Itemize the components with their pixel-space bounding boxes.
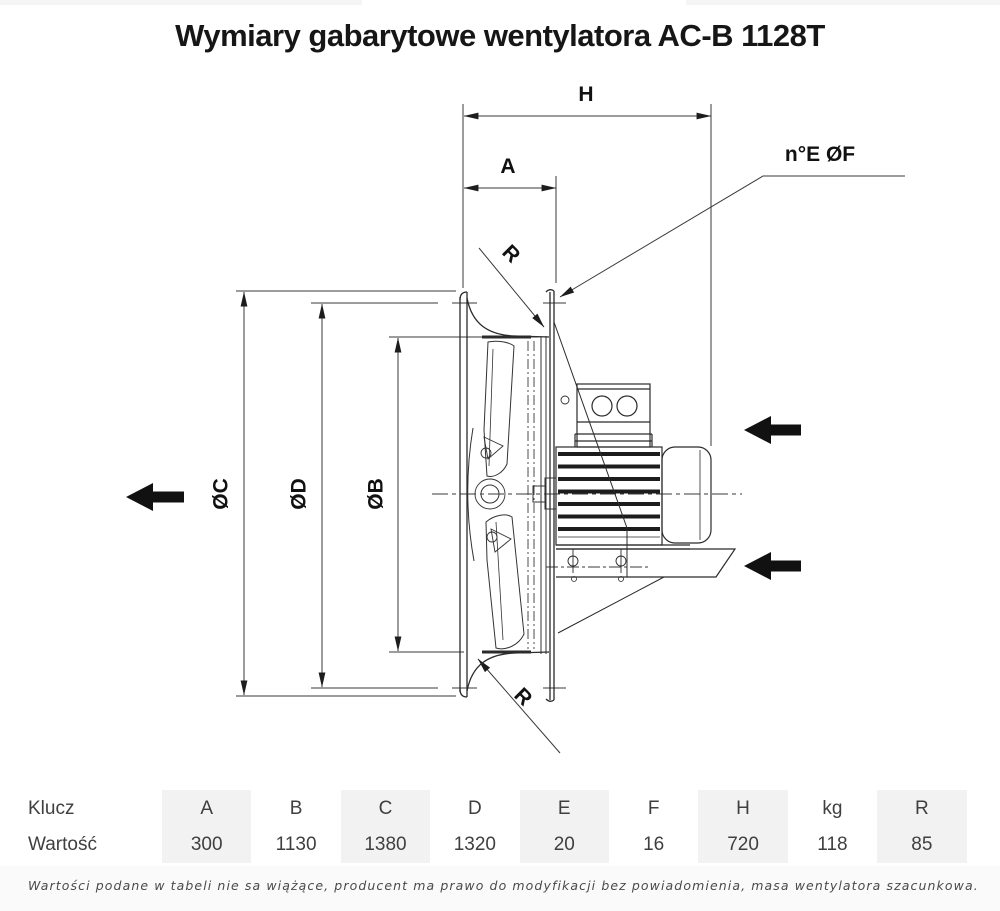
dimensions-table: [0, 790, 1000, 863]
table-col-e: [520, 790, 609, 863]
col-value: 1380: [364, 834, 407, 855]
page-title: Wymiary gabarytowe wentylatora AC-B 1128T: [175, 18, 825, 53]
col-value: 20: [553, 834, 575, 855]
table-col-f: [609, 790, 698, 863]
dim-label-holes: n°E ØF: [784, 143, 856, 166]
col-value: 118: [817, 834, 848, 855]
col-value: 16: [643, 834, 665, 855]
dim-label-dia-d: ØD: [287, 478, 311, 510]
col-value: 300: [190, 834, 223, 855]
col-key: E: [557, 798, 571, 819]
table-col-d: [430, 790, 519, 863]
col-key: F: [647, 798, 660, 819]
airflow-arrow-right-top: [744, 416, 801, 444]
table-value-row-label: Wartość: [28, 834, 97, 855]
col-key: C: [378, 798, 393, 819]
col-key: kg: [822, 798, 843, 819]
dim-label-r-top: R: [497, 240, 525, 268]
table-row-labels: [0, 790, 162, 863]
table-col-c: [341, 790, 430, 863]
col-key: A: [200, 798, 214, 819]
fan-impeller: [468, 336, 556, 654]
disclaimer-note: Wartości podane w tabeli nie sa wiążące, producent ma prawo do modyfikacji bez powiadomienia, masa wentylatora szacunkowa.: [0, 866, 1000, 911]
dim-label-r-bottom: R: [509, 683, 537, 711]
inlet-ring: [460, 292, 549, 697]
mounting-plate: [546, 290, 554, 702]
motor: [554, 322, 735, 633]
plate-bolt-hole: [561, 396, 569, 404]
table-col-r: [877, 790, 966, 863]
dim-label-dia-b: ØB: [364, 478, 388, 510]
dim-label-dia-c: ØC: [209, 478, 233, 510]
dim-label-h: H: [578, 83, 594, 106]
col-key: H: [736, 798, 750, 819]
centerlines: [432, 341, 742, 649]
col-value: 1320: [453, 834, 496, 855]
terminal-box: [575, 384, 652, 447]
col-value: 85: [911, 834, 933, 855]
dimension-lines: [236, 104, 905, 753]
table-col-kg: [788, 790, 877, 863]
airflow-arrow-left: [126, 483, 184, 511]
airflow-arrow-right-bottom: [744, 552, 801, 580]
table-col-b: [251, 790, 340, 863]
dim-label-a: A: [500, 155, 516, 178]
table-col-a: [162, 790, 251, 863]
col-value: 1130: [275, 834, 317, 855]
col-key: B: [289, 798, 303, 819]
table-col-h: [698, 790, 787, 863]
motor-fins: [558, 452, 660, 531]
col-value: 720: [727, 834, 759, 855]
col-key: D: [468, 798, 482, 819]
col-key: R: [914, 798, 929, 819]
table-key-row-label: Klucz: [28, 798, 75, 819]
